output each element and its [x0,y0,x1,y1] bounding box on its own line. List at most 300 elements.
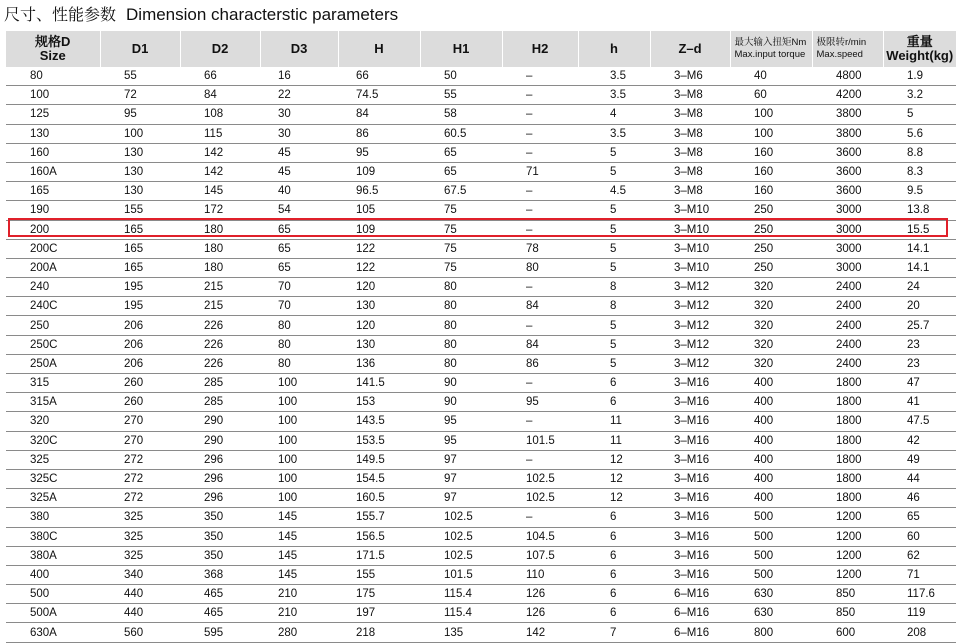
table-row [6,489,956,508]
table-cell: 6 [578,508,650,527]
table-cell: 380 [6,508,100,527]
table-cell: 3–M8 [650,162,730,181]
table-cell: 100 [260,431,338,450]
table-cell: 86 [502,354,578,373]
header-d1: D1 [100,31,180,67]
table-cell: 200 [6,220,100,239]
table-cell: 320 [730,335,812,354]
table-cell: 2400 [812,354,883,373]
table-cell: 155.7 [338,508,420,527]
table-cell: 109 [338,162,420,181]
table-cell: 8.3 [883,162,956,181]
table-cell: 86 [338,124,420,143]
table-cell: 3–M16 [650,412,730,431]
table-cell: 272 [100,469,180,488]
table-body [6,67,956,642]
table-cell: 3–M16 [650,508,730,527]
table-row [6,623,956,642]
table-cell: 119 [883,604,956,623]
table-row [6,527,956,546]
header-h1: H1 [420,31,502,67]
table-cell: 105 [338,201,420,220]
table-cell: 3–M16 [650,431,730,450]
table-cell: 100 [260,450,338,469]
table-cell: 325 [6,450,100,469]
table-cell: 80 [420,335,502,354]
table-cell: 3–M10 [650,201,730,220]
table-cell: 102.5 [420,527,502,546]
table-header-row [6,31,956,67]
table-cell: 320 [730,354,812,373]
table-cell: 200A [6,258,100,277]
table-cell: 3–M16 [650,450,730,469]
header-h2: H2 [502,31,578,67]
table-cell: 100 [260,489,338,508]
table-cell: 45 [260,162,338,181]
table-cell: 160 [6,143,100,162]
table-cell: – [502,182,578,201]
table-cell: 160 [730,182,812,201]
table-cell: 5 [578,239,650,258]
table-cell: 100 [260,393,338,412]
table-cell: – [502,124,578,143]
table-cell: 850 [812,585,883,604]
table-cell: 400 [730,431,812,450]
table-cell: 65 [420,162,502,181]
table-cell: 250 [730,258,812,277]
table-cell: 3800 [812,105,883,124]
table-cell: 3600 [812,143,883,162]
table-cell: 5 [578,354,650,373]
table-cell: 285 [180,393,260,412]
table-cell: 260 [100,374,180,393]
table-cell: 3.5 [578,124,650,143]
table-cell: – [502,86,578,105]
table-cell: 315A [6,393,100,412]
table-cell: 210 [260,585,338,604]
table-cell: 630 [730,604,812,623]
table-cell: 5 [578,316,650,335]
table-cell: 12 [578,489,650,508]
table-cell: 4 [578,105,650,124]
table-cell: – [502,316,578,335]
table-cell: 8.8 [883,143,956,162]
table-cell: 320 [730,278,812,297]
table-cell: 145 [260,527,338,546]
document-title [4,3,398,27]
table-cell: 5 [578,258,650,277]
table-cell: 325C [6,469,100,488]
table-cell: 80 [260,316,338,335]
parameters-table [6,31,956,643]
table-cell: 100 [6,86,100,105]
table-cell: 95 [100,105,180,124]
table-cell: 240 [6,278,100,297]
table-cell: – [502,450,578,469]
table-cell: 195 [100,297,180,316]
table-cell: 500 [6,585,100,604]
table-cell: 74.5 [338,86,420,105]
table-cell: 325A [6,489,100,508]
table-cell: 23 [883,335,956,354]
table-cell: 1800 [812,431,883,450]
table-cell: 850 [812,604,883,623]
table-row [6,67,956,86]
table-cell: 80 [260,354,338,373]
table-cell: 1200 [812,527,883,546]
table-cell: – [502,143,578,162]
table-cell: 440 [100,585,180,604]
table-row [6,297,956,316]
table-cell: 49 [883,450,956,469]
table-cell: 149.5 [338,450,420,469]
table-cell: 65 [260,258,338,277]
table-cell: 400 [730,412,812,431]
table-cell: 3–M16 [650,527,730,546]
table-cell: 84 [502,335,578,354]
table-cell: 3–M16 [650,374,730,393]
header-size: 规格D Size [6,31,100,67]
table-cell: 180 [180,220,260,239]
table-cell: 142 [180,162,260,181]
table-cell: 80 [420,297,502,316]
table-cell: 3–M8 [650,143,730,162]
table-cell: 78 [502,239,578,258]
table-cell: 30 [260,124,338,143]
table-cell: 1800 [812,489,883,508]
table-cell: 71 [502,162,578,181]
table-cell: 180 [180,239,260,258]
table-row [6,105,956,124]
table-cell: 180 [180,258,260,277]
table-cell: 95 [420,431,502,450]
table-cell: 100 [260,412,338,431]
table-cell: 50 [420,67,502,86]
table-cell: 226 [180,316,260,335]
table-row [6,335,956,354]
table-cell: 90 [420,374,502,393]
table-cell: 15.5 [883,220,956,239]
table-cell: 3–M16 [650,469,730,488]
table-cell: 130 [100,182,180,201]
table-cell: 44 [883,469,956,488]
table-cell: 100 [730,124,812,143]
table-cell: 465 [180,604,260,623]
table-cell: 6–M16 [650,585,730,604]
table-cell: 84 [338,105,420,124]
header-z-d: Z–d [650,31,730,67]
table-cell: 226 [180,335,260,354]
table-cell: 130 [6,124,100,143]
table-cell: 136 [338,354,420,373]
table-cell: 3–M16 [650,565,730,584]
table-cell: 2400 [812,335,883,354]
table-cell: 3000 [812,239,883,258]
table-cell: 4.5 [578,182,650,201]
table-cell: 101.5 [420,565,502,584]
table-cell: 47.5 [883,412,956,431]
table-cell: 296 [180,489,260,508]
table-row [6,278,956,297]
table-cell: 71 [883,565,956,584]
table-cell: 97 [420,450,502,469]
table-cell: 380A [6,546,100,565]
table-cell: 5 [578,335,650,354]
table-cell: 3.5 [578,86,650,105]
table-cell: 3000 [812,220,883,239]
table-cell: 3–M12 [650,278,730,297]
table-cell: 70 [260,278,338,297]
table-cell: 130 [100,162,180,181]
table-cell: – [502,374,578,393]
table-cell: 11 [578,431,650,450]
table-cell: 65 [260,220,338,239]
table-cell: 40 [260,182,338,201]
table-cell: 6 [578,546,650,565]
table-cell: 195 [100,278,180,297]
table-cell: 7 [578,623,650,642]
table-cell: 20 [883,297,956,316]
table-cell: – [502,278,578,297]
table-cell: 84 [180,86,260,105]
table-cell: 80 [420,278,502,297]
table-cell: 250C [6,335,100,354]
table-cell: 107.5 [502,546,578,565]
table-cell: 3–M10 [650,258,730,277]
table-cell: 250 [730,239,812,258]
table-cell: 400 [6,565,100,584]
table-cell: 12 [578,469,650,488]
table-cell: 3.2 [883,86,956,105]
table-cell: 350 [180,527,260,546]
table-cell: 290 [180,431,260,450]
table-cell: 3600 [812,182,883,201]
table-cell: 226 [180,354,260,373]
table-cell: 3–M6 [650,67,730,86]
table-cell: 296 [180,450,260,469]
table-cell: 325 [100,546,180,565]
table-cell: 75 [420,201,502,220]
table-cell: 280 [260,623,338,642]
table-cell: 70 [260,297,338,316]
table-cell: 340 [100,565,180,584]
table-cell: 595 [180,623,260,642]
table-cell: 14.1 [883,239,956,258]
table-cell: 465 [180,585,260,604]
table-cell: 23 [883,354,956,373]
table-cell: 6 [578,393,650,412]
table-cell: 1200 [812,508,883,527]
table-cell: 320 [730,297,812,316]
table-cell: 155 [100,201,180,220]
table-cell: 25.7 [883,316,956,335]
table-cell: 143.5 [338,412,420,431]
table-cell: 80 [420,354,502,373]
table-cell: 97 [420,489,502,508]
table-cell: 125 [6,105,100,124]
table-cell: 60.5 [420,124,502,143]
table-cell: 95 [338,143,420,162]
table-row [6,450,956,469]
table-cell: 55 [420,86,502,105]
table-cell: 320 [730,316,812,335]
table-row [6,316,956,335]
table-cell: 84 [502,297,578,316]
table-cell: 115 [180,124,260,143]
table-cell: 2400 [812,297,883,316]
table-cell: 165 [6,182,100,201]
table-cell: 160A [6,162,100,181]
table-cell: 165 [100,239,180,258]
table-cell: 154.5 [338,469,420,488]
table-cell: 6 [578,565,650,584]
table-cell: 80 [502,258,578,277]
table-cell: 560 [100,623,180,642]
table-cell: 101.5 [502,431,578,450]
table-cell: 165 [100,258,180,277]
table-cell: 102.5 [502,489,578,508]
table-cell: 22 [260,86,338,105]
header-weight: 重量 Weight(kg) [883,31,956,67]
table-cell: 142 [502,623,578,642]
table-cell: 1800 [812,450,883,469]
table-cell: – [502,105,578,124]
table-row [6,412,956,431]
table-cell: 272 [100,489,180,508]
table-cell: 96.5 [338,182,420,201]
table-cell: 6 [578,527,650,546]
table-cell: 100 [100,124,180,143]
table-cell: 41 [883,393,956,412]
table-cell: 440 [100,604,180,623]
header-h: H [338,31,420,67]
table-cell: 630 [730,585,812,604]
table-cell: – [502,201,578,220]
table-cell: 40 [730,67,812,86]
table-row [6,143,956,162]
table-cell: 1200 [812,565,883,584]
table-cell: 3–M16 [650,393,730,412]
table-cell: 215 [180,278,260,297]
table-cell: 3–M12 [650,297,730,316]
table-cell: 175 [338,585,420,604]
table-cell: 122 [338,258,420,277]
table-cell: 126 [502,585,578,604]
table-cell: 65 [420,143,502,162]
table-cell: 210 [260,604,338,623]
table-cell: 126 [502,604,578,623]
table-row [6,182,956,201]
table-cell: 350 [180,546,260,565]
table-cell: 500 [730,565,812,584]
table-cell: 155 [338,565,420,584]
table-cell: 190 [6,201,100,220]
table-row [6,86,956,105]
table-cell: 270 [100,412,180,431]
table-cell: 102.5 [420,508,502,527]
table-cell: 145 [260,565,338,584]
table-cell: 215 [180,297,260,316]
table-cell: 206 [100,335,180,354]
table-cell: 11 [578,412,650,431]
table-cell: 130 [338,335,420,354]
table-cell: 24 [883,278,956,297]
table-cell: 400 [730,450,812,469]
title-english: Dimension characterstic parameters [126,5,399,24]
table-cell: 197 [338,604,420,623]
table-cell: 380C [6,527,100,546]
table-cell: 3–M10 [650,239,730,258]
table-cell: 400 [730,393,812,412]
table-cell: 3–M12 [650,354,730,373]
table-cell: 6 [578,585,650,604]
table-cell: 42 [883,431,956,450]
table-cell: 3–M8 [650,124,730,143]
table-cell: – [502,220,578,239]
table-cell: 46 [883,489,956,508]
table-cell: 109 [338,220,420,239]
table-cell: 160 [730,162,812,181]
table-cell: 62 [883,546,956,565]
table-cell: 208 [883,623,956,642]
table-cell: 156.5 [338,527,420,546]
table-cell: 120 [338,278,420,297]
table-cell: 141.5 [338,374,420,393]
table-row [6,162,956,181]
table-cell: 102.5 [420,546,502,565]
table-cell: 90 [420,393,502,412]
table-row [6,604,956,623]
table-cell: 500 [730,546,812,565]
table-cell: 80 [260,335,338,354]
table-row [6,565,956,584]
table-cell: 500 [730,508,812,527]
table-cell: 1800 [812,393,883,412]
table-cell: 600 [812,623,883,642]
table-cell: 5 [578,201,650,220]
table-row [6,239,956,258]
table-cell: 2400 [812,316,883,335]
table-cell: – [502,67,578,86]
table-cell: 47 [883,374,956,393]
table-cell: 100 [260,374,338,393]
table-cell: 3–M12 [650,316,730,335]
table-cell: 55 [100,67,180,86]
table-cell: 1200 [812,546,883,565]
table-cell: 3–M8 [650,182,730,201]
table-cell: – [502,412,578,431]
table-cell: 13.8 [883,201,956,220]
table-cell: 135 [420,623,502,642]
table-cell: 72 [100,86,180,105]
table-row [6,393,956,412]
title-chinese: 尺寸、性能参数 [4,5,117,24]
table-cell: 250 [730,201,812,220]
table-row [6,431,956,450]
table-cell: 200C [6,239,100,258]
table-cell: 171.5 [338,546,420,565]
table-cell: 160 [730,143,812,162]
table-cell: 260 [100,393,180,412]
table-cell: 95 [420,412,502,431]
table-cell: 206 [100,316,180,335]
table-row [6,546,956,565]
table-cell: 142 [180,143,260,162]
table-cell: 368 [180,565,260,584]
table-cell: 315 [6,374,100,393]
table-cell: 145 [260,508,338,527]
table-cell: 8 [578,278,650,297]
